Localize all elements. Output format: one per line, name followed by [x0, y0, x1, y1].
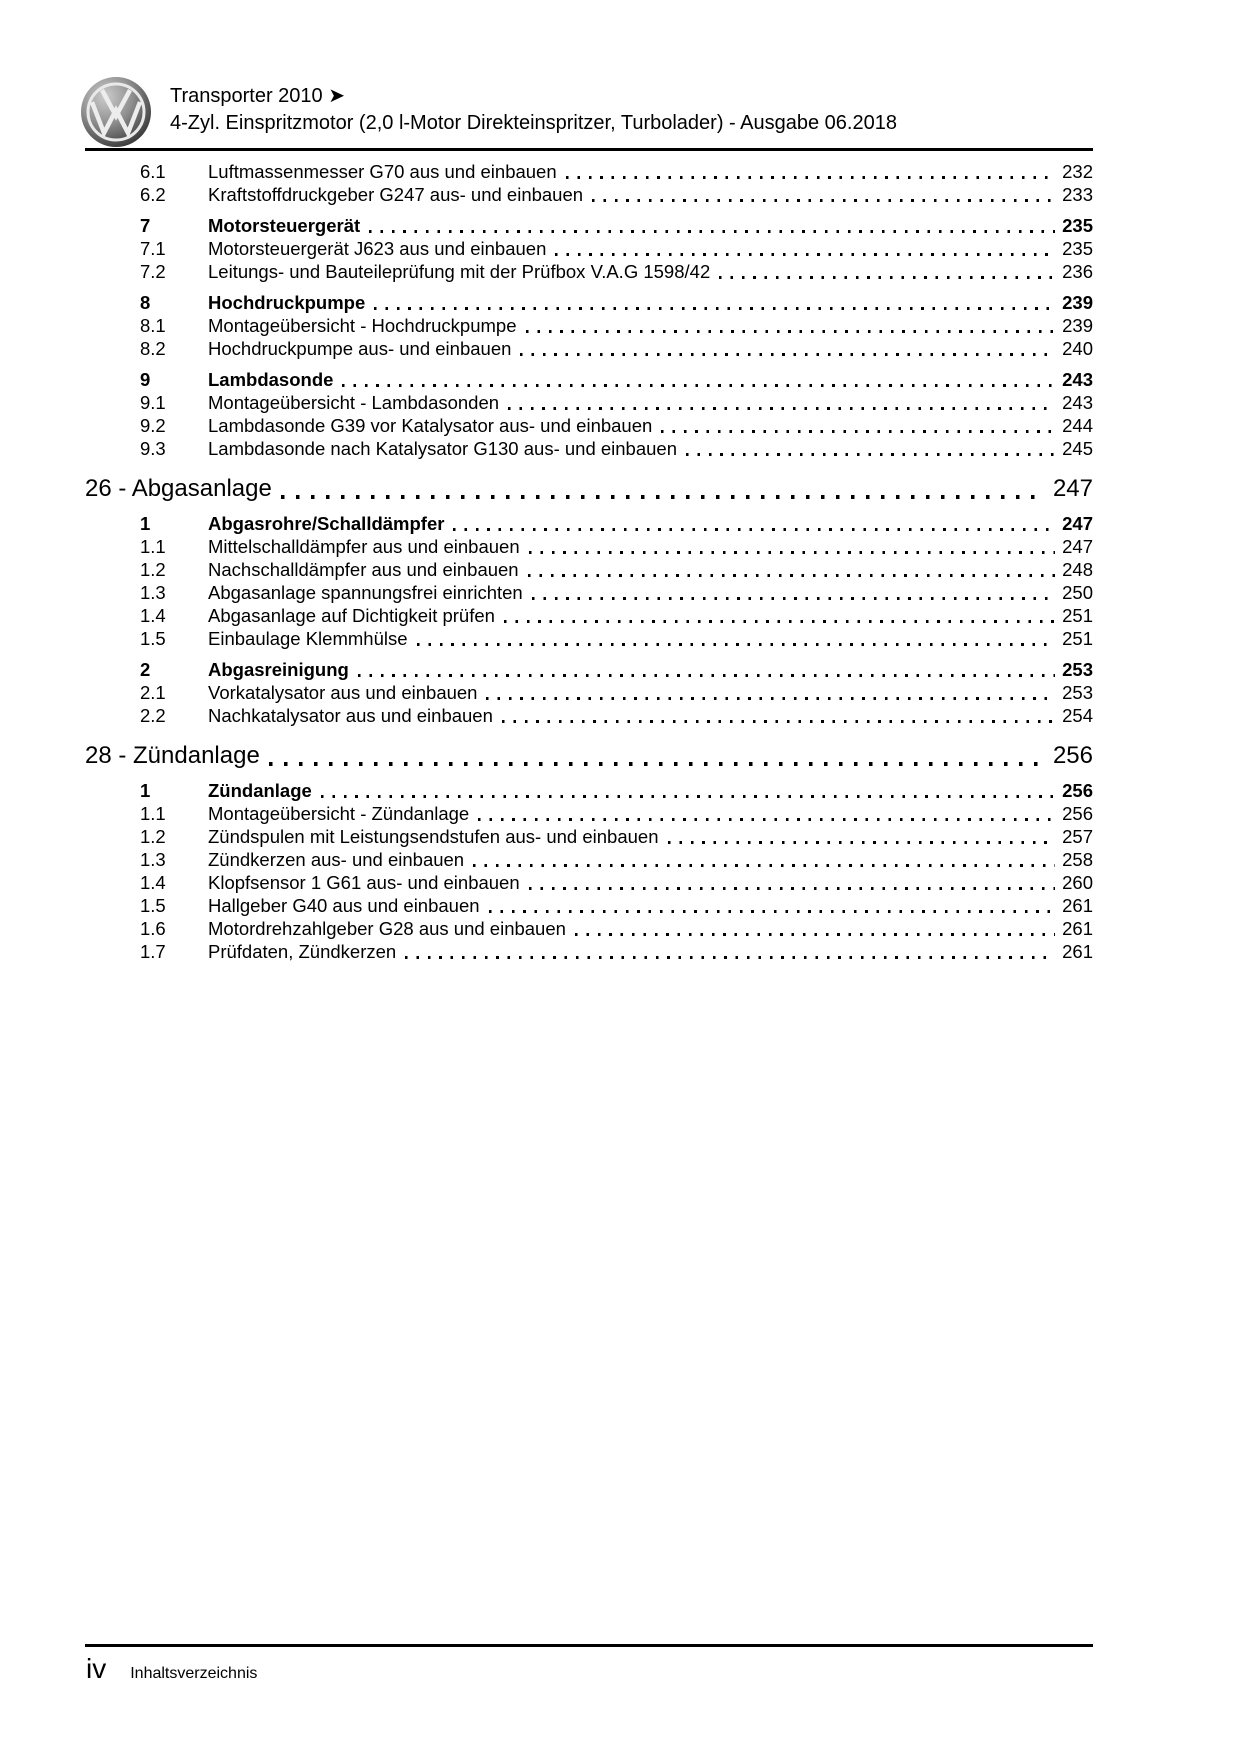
toc-entry-row[interactable]	[85, 391, 1093, 414]
toc-entry-row[interactable]	[85, 940, 1093, 963]
toc-entry-page: 251	[1062, 605, 1093, 626]
toc-entry-number: 1.1	[140, 536, 166, 557]
toc-entry-page: 254	[1062, 705, 1093, 726]
toc-dot-leader	[661, 430, 1055, 433]
toc-entry-title: Nachkatalysator aus und einbauen	[208, 705, 493, 726]
toc-entry-row[interactable]	[85, 581, 1093, 604]
toc-dot-leader	[417, 643, 1056, 646]
toc-entry-page: 256	[1062, 780, 1093, 801]
toc-entry-page: 261	[1062, 941, 1093, 962]
toc-dot-leader	[575, 933, 1055, 936]
toc-entry-number: 1	[140, 780, 151, 801]
toc-entry-row[interactable]	[85, 871, 1093, 894]
footer-section-label: Inhaltsverzeichnis	[130, 1665, 258, 1682]
toc-entry-row[interactable]	[85, 368, 1093, 391]
toc-entry-page: 247	[1062, 536, 1093, 557]
toc-entry-title: Zündspulen mit Leistungsendstufen aus- und einbauen	[208, 826, 659, 847]
toc-entry-page: 248	[1062, 559, 1093, 580]
toc-entry-number: 1.2	[140, 826, 166, 847]
toc-entry-page: 247	[1062, 513, 1093, 534]
toc-entry-row[interactable]	[85, 848, 1093, 871]
toc-entry-number: 1.3	[140, 849, 166, 870]
toc-entry-title: Mittelschalldämpfer aus und einbauen	[208, 536, 520, 557]
toc-entry-page: 261	[1062, 918, 1093, 939]
toc-entry-number: 1.4	[140, 605, 166, 626]
toc-entry-number: 1.5	[140, 895, 166, 916]
toc-entry-row[interactable]	[85, 658, 1093, 681]
toc-entry-title: Zündanlage	[208, 780, 312, 801]
toc-entry-row[interactable]	[85, 558, 1093, 581]
header-title: Transporter 2010 ➤	[170, 85, 345, 107]
toc-entry-title: Nachschalldämpfer aus und einbauen	[208, 559, 519, 580]
toc-entry-page: 257	[1062, 826, 1093, 847]
toc-dot-leader	[526, 330, 1056, 333]
toc-entry-title: Lambdasonde nach Katalysator G130 aus- und einbauen	[208, 438, 678, 459]
toc-dot-leader	[508, 407, 1055, 410]
toc-chapter-row[interactable]	[85, 474, 1093, 504]
toc-entry-number: 1.1	[140, 803, 166, 824]
toc-entry-page: 250	[1062, 582, 1093, 603]
toc-entry-number: 1.7	[140, 941, 166, 962]
toc-dot-leader	[686, 453, 1055, 456]
toc-entry-title: Zündkerzen aus- und einbauen	[208, 849, 465, 870]
toc-dot-leader	[719, 276, 1055, 279]
toc-entry-page: 256	[1052, 742, 1093, 769]
toc-entry-number: 6.2	[140, 184, 166, 205]
toc-entry-number: 1.6	[140, 918, 166, 939]
toc-entry-title: Montageübersicht - Lambdasonden	[208, 392, 500, 413]
toc-entry-number: 8	[140, 292, 151, 313]
toc-entry-title: Lambdasonde	[208, 369, 334, 390]
footer-page-number: iv	[86, 1653, 107, 1684]
toc-entry-row[interactable]	[85, 681, 1093, 704]
page-footer	[86, 1652, 257, 1686]
toc-entry-title: Klopfsensor 1 G61 aus- und einbauen	[208, 872, 520, 893]
toc-entry-page: 233	[1062, 184, 1093, 205]
toc-entry-title: Motorsteuergerät J623 aus und einbauen	[208, 238, 547, 259]
toc-entry-page: 240	[1062, 338, 1093, 359]
toc-dot-leader	[321, 795, 1055, 798]
toc-entry-title: Abgasanlage spannungsfrei einrichten	[208, 582, 523, 603]
toc-entry-number: 6.1	[140, 161, 166, 182]
toc-dot-leader	[374, 307, 1055, 310]
toc-entry-title: Montageübersicht - Hochdruckpumpe	[208, 315, 517, 336]
toc-entry-row[interactable]	[85, 535, 1093, 558]
toc-entry-title: Vorkatalysator aus und einbauen	[208, 682, 478, 703]
header-divider	[85, 148, 1093, 151]
toc-dot-leader	[281, 495, 1046, 499]
toc-entry-title: Motorsteuergerät	[208, 215, 361, 236]
toc-entry-page: 239	[1062, 292, 1093, 313]
toc-dot-leader	[502, 720, 1055, 723]
toc-entry-title: Abgasreinigung	[208, 659, 349, 680]
toc-entry-number: 8.2	[140, 338, 166, 359]
toc-entry-row[interactable]	[85, 160, 1093, 183]
toc-entry-title: Leitungs- und Bauteileprüfung mit der Prüfbox V.A.G 1598/42	[208, 261, 711, 282]
toc-entry-row[interactable]	[85, 802, 1093, 825]
header-subtitle: 4-Zyl. Einspritzmotor (2,0 l-Motor Direkteinspritzer, Turbolader) - Ausgabe 06.2018	[170, 112, 897, 134]
toc-entry-number: 9	[140, 369, 151, 390]
toc-entry-row[interactable]	[85, 627, 1093, 650]
toc-entry-title: Kraftstoffdruckgeber G247 aus- und einbauen	[208, 184, 584, 205]
toc-entry-row[interactable]	[85, 512, 1093, 535]
toc-entry-title: 28 - Zündanlage	[85, 742, 260, 769]
toc-entry-title: Abgasrohre/Schalldämpfer	[208, 513, 445, 534]
toc-entry-row[interactable]	[85, 704, 1093, 727]
toc-entry-row[interactable]	[85, 291, 1093, 314]
toc-entry-row[interactable]	[85, 917, 1093, 940]
toc-entry-page: 251	[1062, 628, 1093, 649]
footer-divider	[85, 1644, 1093, 1647]
toc-entry-page: 244	[1062, 415, 1093, 436]
toc-dot-leader	[478, 818, 1055, 821]
toc-entry-number: 7.2	[140, 261, 166, 282]
toc-entry-title: Prüfdaten, Zündkerzen	[208, 941, 397, 962]
toc-entry-number: 1.5	[140, 628, 166, 649]
toc-entry-page: 235	[1062, 238, 1093, 259]
toc-dot-leader	[504, 620, 1055, 623]
toc-entry-row[interactable]	[85, 314, 1093, 337]
toc-entry-page: 243	[1062, 392, 1093, 413]
toc-entry-row[interactable]	[85, 214, 1093, 237]
toc-entry-title: Montageübersicht - Zündanlage	[208, 803, 470, 824]
toc-entry-number: 8.1	[140, 315, 166, 336]
vw-logo-icon	[80, 76, 152, 148]
toc-entry-row[interactable]	[85, 437, 1093, 460]
toc-entry-row[interactable]	[85, 337, 1093, 360]
toc-entry-number: 1.2	[140, 559, 166, 580]
toc-entry-page: 256	[1062, 803, 1093, 824]
toc-dot-leader	[269, 762, 1046, 766]
toc-entry-number: 7	[140, 215, 151, 236]
toc-dot-leader	[486, 697, 1055, 700]
toc-dot-leader	[555, 253, 1055, 256]
toc-entry-page: 243	[1062, 369, 1093, 390]
toc-entry-row[interactable]	[85, 260, 1093, 283]
toc-entry-number: 1	[140, 513, 151, 534]
toc-dot-leader	[405, 956, 1055, 959]
toc-entry-number: 1.4	[140, 872, 166, 893]
toc-entry-number: 7.1	[140, 238, 166, 259]
toc-entry-page: 253	[1062, 682, 1093, 703]
toc-entry-page: 236	[1062, 261, 1093, 282]
toc-entry-title: Einbaulage Klemmhülse	[208, 628, 408, 649]
toc-entry-title: Abgasanlage auf Dichtigkeit prüfen	[208, 605, 495, 626]
toc-entry-number: 9.3	[140, 438, 166, 459]
toc-entry-title: Hochdruckpumpe aus- und einbauen	[208, 338, 512, 359]
table-of-contents	[85, 160, 1093, 963]
toc-dot-leader	[369, 230, 1055, 233]
toc-entry-title: Lambdasonde G39 vor Katalysator aus- und einbauen	[208, 415, 653, 436]
toc-dot-leader	[473, 864, 1055, 867]
toc-entry-title: Luftmassenmesser G70 aus und einbauen	[208, 161, 557, 182]
toc-entry-page: 258	[1062, 849, 1093, 870]
toc-entry-page: 245	[1062, 438, 1093, 459]
toc-entry-number: 2.1	[140, 682, 166, 703]
toc-entry-page: 253	[1062, 659, 1093, 680]
toc-dot-leader	[529, 887, 1055, 890]
toc-dot-leader	[529, 551, 1056, 554]
toc-entry-title: Hochdruckpumpe	[208, 292, 366, 313]
toc-entry-title: 26 - Abgasanlage	[85, 475, 272, 502]
toc-entry-number: 1.3	[140, 582, 166, 603]
toc-entry-row[interactable]	[85, 779, 1093, 802]
toc-entry-page: 260	[1062, 872, 1093, 893]
toc-entry-page: 232	[1062, 161, 1093, 182]
toc-dot-leader	[566, 176, 1055, 179]
toc-entry-page: 239	[1062, 315, 1093, 336]
toc-entry-row[interactable]	[85, 894, 1093, 917]
toc-entry-page: 235	[1062, 215, 1093, 236]
toc-dot-leader	[532, 597, 1055, 600]
toc-dot-leader	[453, 528, 1055, 531]
toc-entry-row[interactable]	[85, 183, 1093, 206]
toc-entry-row[interactable]	[85, 414, 1093, 437]
toc-dot-leader	[592, 199, 1055, 202]
toc-chapter-row[interactable]	[85, 741, 1093, 771]
toc-dot-leader	[668, 841, 1056, 844]
toc-entry-row[interactable]	[85, 825, 1093, 848]
toc-entry-row[interactable]	[85, 237, 1093, 260]
header	[170, 83, 1100, 137]
toc-entry-page: 261	[1062, 895, 1093, 916]
toc-entry-page: 247	[1052, 475, 1093, 502]
toc-entry-title: Hallgeber G40 aus und einbauen	[208, 895, 480, 916]
toc-entry-number: 9.1	[140, 392, 166, 413]
toc-dot-leader	[489, 910, 1056, 913]
toc-entry-row[interactable]	[85, 604, 1093, 627]
toc-entry-number: 2	[140, 659, 151, 680]
toc-dot-leader	[358, 674, 1055, 677]
toc-entry-number: 9.2	[140, 415, 166, 436]
toc-entry-title: Motordrehzahlgeber G28 aus und einbauen	[208, 918, 566, 939]
toc-dot-leader	[520, 353, 1055, 356]
toc-dot-leader	[342, 384, 1055, 387]
toc-entry-number: 2.2	[140, 705, 166, 726]
toc-dot-leader	[528, 574, 1056, 577]
